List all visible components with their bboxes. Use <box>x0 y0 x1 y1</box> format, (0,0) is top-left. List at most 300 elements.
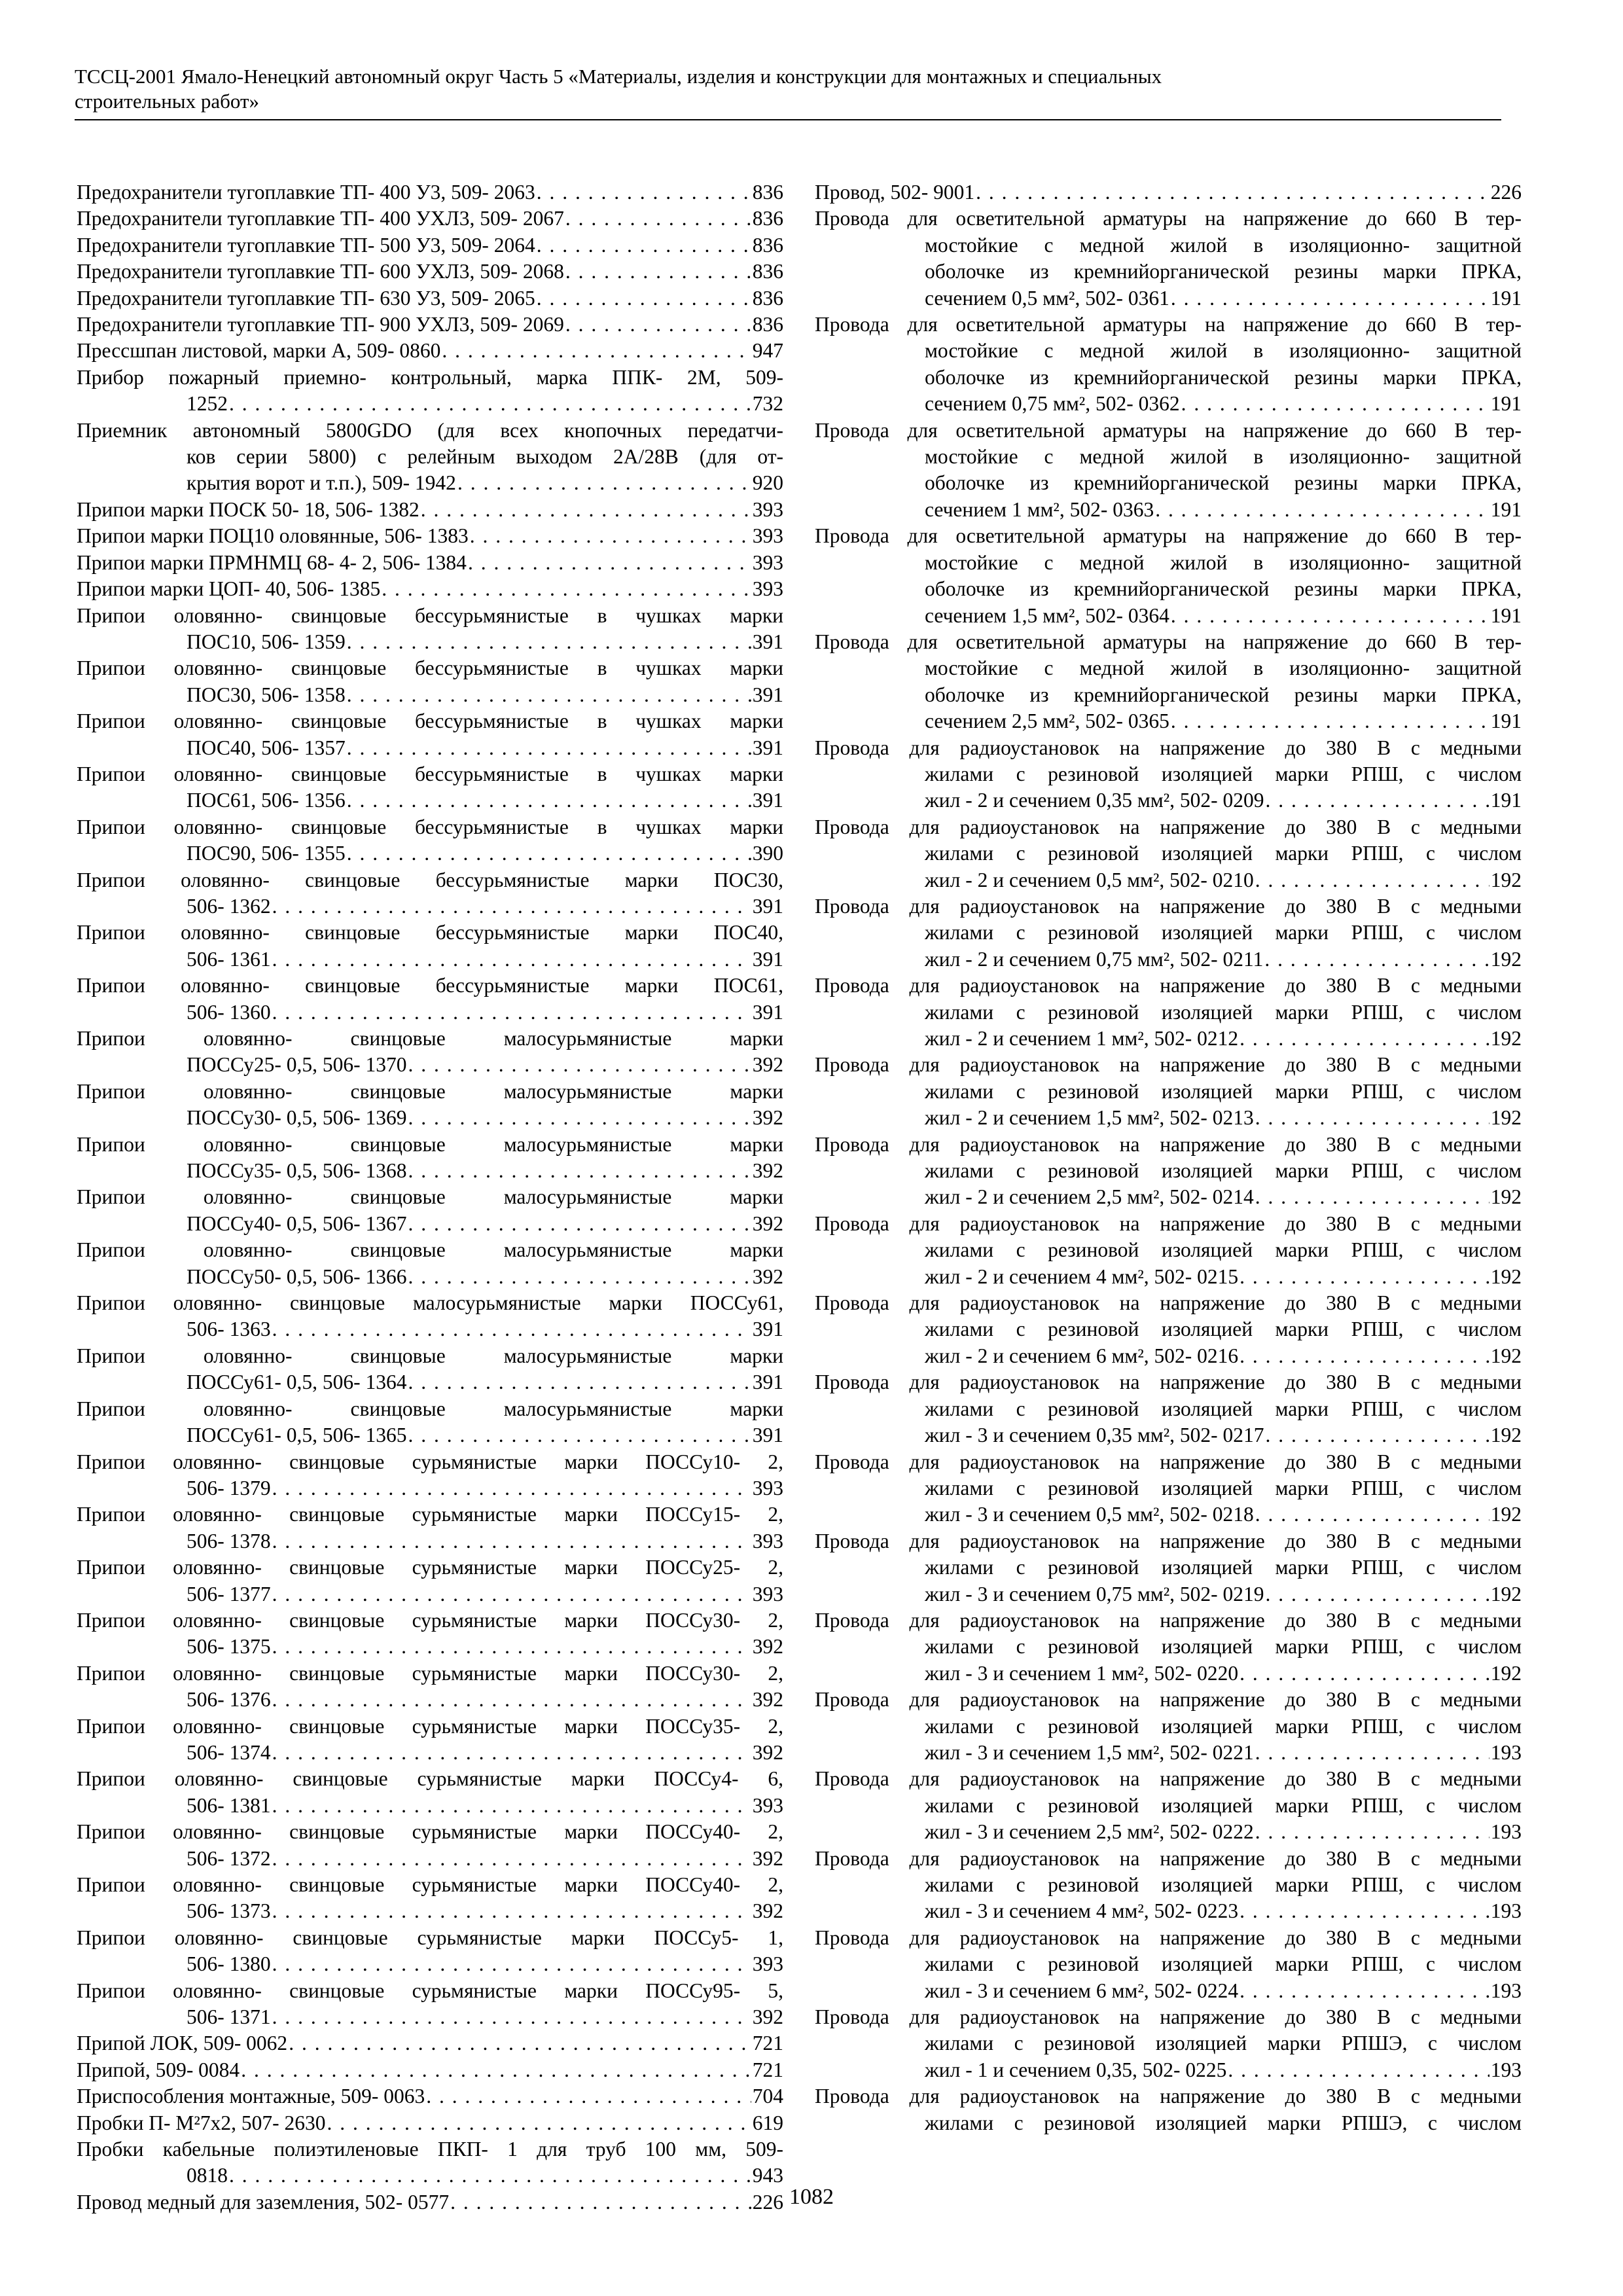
entry-page-ref: 392 <box>752 1211 783 1235</box>
index-entry <box>77 1660 783 1713</box>
entry-title: ПОС90, 506- 1355 <box>187 842 346 865</box>
index-entry <box>815 1846 1522 1925</box>
dot-leader <box>537 232 751 259</box>
entry-text-line: жилами с резиновой изоляцией марки РПШ, с числом <box>925 1397 1522 1420</box>
entry-title: ПОССу61- 0,5, 506- 1364 <box>187 1371 407 1394</box>
entry-leader-line <box>77 470 783 496</box>
entry-page-ref: 192 <box>1490 1027 1522 1050</box>
index-entry <box>77 920 783 973</box>
entry-page-ref: 192 <box>1490 947 1522 971</box>
dot-leader <box>565 259 751 285</box>
dot-leader <box>272 2004 751 2030</box>
entry-text-line: Припои оловянно- свинцовые бессурьмянистые в чушках марки <box>77 815 783 838</box>
entry-title: жил - 1 и сечением 0,35, 502- 0225 <box>925 2058 1227 2081</box>
entry-text-line: Припои оловянно- свинцовые малосурьмянистые марки <box>77 1397 783 1420</box>
dot-leader <box>537 179 751 206</box>
dot-leader <box>421 497 751 523</box>
entry-text-line: Припои оловянно- свинцовые сурьмянистые марки ПОССу10- 2, <box>77 1450 783 1473</box>
entry-leader-line <box>77 232 783 259</box>
entry-leader-line <box>77 682 783 708</box>
entry-text-line: жилами с резиновой изоляцией марки РПШ, с числом <box>925 762 1522 785</box>
dot-leader <box>1264 946 1489 973</box>
entry-text-line: Припои оловянно- свинцовые сурьмянистые марки ПОССу30- 2, <box>77 1661 783 1685</box>
entry-text-line: мостойкие с медной жилой в изоляционно- защитной <box>925 550 1522 574</box>
entry-title: 506- 1362 <box>187 894 271 918</box>
entry-page-ref: 393 <box>752 524 783 548</box>
index-entry <box>77 576 783 602</box>
entry-page-ref: 836 <box>752 313 783 336</box>
index-entry <box>77 1026 783 1079</box>
entry-leader-line <box>815 708 1522 734</box>
entry-page-ref: 836 <box>752 233 783 257</box>
index-entry <box>77 655 783 708</box>
entry-title: крытия ворот и т.п.), 509- 1942 <box>187 471 456 495</box>
dot-leader <box>565 312 751 338</box>
entry-title: Пробки П- М²7х2, 507- 2630 <box>77 2111 326 2134</box>
entry-leader-line <box>815 1422 1522 1448</box>
entry-leader-line <box>815 1343 1522 1369</box>
dot-leader <box>1255 1819 1489 1845</box>
dot-leader <box>382 576 751 602</box>
dot-leader <box>976 179 1489 206</box>
entry-title: сечением 2,5 мм², 502- 0365 <box>925 709 1169 733</box>
entry-page-ref: 721 <box>752 2058 783 2081</box>
header-line-2: строительных работ» <box>75 90 260 113</box>
entry-leader-line <box>77 2057 783 2083</box>
entry-text-line: Припои оловянно- свинцовые сурьмянистые марки ПОССу25- 2, <box>77 1556 783 1579</box>
dot-leader <box>272 1528 751 1554</box>
entry-title: сечением 1 мм², 502- 0363 <box>925 497 1154 521</box>
dot-leader <box>1228 2057 1489 2083</box>
dot-leader <box>272 1475 751 1501</box>
entry-title: 506- 1375 <box>187 1635 271 1659</box>
index-entry <box>77 2136 783 2189</box>
index-entry <box>77 1237 783 1290</box>
entry-leader-line <box>815 1105 1522 1131</box>
entry-title: ПОССу40- 0,5, 506- 1367 <box>187 1211 407 1235</box>
entry-text-line: Припои оловянно- свинцовые сурьмянистые марки ПОССу5- 1, <box>77 1926 783 1949</box>
entry-text-line: Провода для осветительной арматуры на напряжение до 660 В тер- <box>815 207 1522 230</box>
entry-text-line: Провода для радиоустановок на напряжение до 380 В с медными <box>815 1053 1522 1077</box>
entry-text-line: Провода для осветительной арматуры на напряжение до 660 В тер- <box>815 524 1522 548</box>
entry-text-line: жилами с резиновой изоляцией марки РПШ, с числом <box>925 1952 1522 1976</box>
entry-text-line: Припои оловянно- свинцовые малосурьмянистые марки <box>77 1238 783 1262</box>
entry-text-line: Провода для радиоустановок на напряжение до 380 В с медными <box>815 1371 1522 1394</box>
entry-title: жил - 2 и сечением 0,5 мм², 502- 0210 <box>925 868 1254 891</box>
dot-leader <box>347 840 751 867</box>
entry-page-ref: 192 <box>1490 1661 1522 1685</box>
entry-text-line: Припои оловянно- свинцовые бессурьмянистые в чушках марки <box>77 709 783 733</box>
entry-text-line: Припои оловянно- свинцовые бессурьмянистые марки ПОС30, <box>77 868 783 891</box>
entry-leader-line <box>815 787 1522 814</box>
entry-title: жил - 3 и сечением 4 мм², 502- 0223 <box>925 1899 1239 1923</box>
entry-title: Припой ЛОК, 509- 0062 <box>77 2032 288 2055</box>
entry-leader-line <box>77 576 783 602</box>
entry-text-line: Провода для радиоустановок на напряжение до 380 В с медными <box>815 2005 1522 2029</box>
entry-title: ПОССу50- 0,5, 506- 1366 <box>187 1265 407 1288</box>
entry-page-ref: 721 <box>752 2032 783 2055</box>
index-entry <box>77 338 783 364</box>
dot-leader <box>289 2030 751 2056</box>
entry-leader-line <box>77 1105 783 1131</box>
index-entry <box>77 1132 783 1185</box>
index-entry <box>77 259 783 285</box>
entry-text-line: оболочке из кремнийорганической резины марки ПРКА, <box>925 683 1522 706</box>
index-entry <box>77 867 783 920</box>
entry-page-ref: 191 <box>1490 497 1522 521</box>
entry-text-line: Припои оловянно- свинцовые бессурьмянистые в чушках марки <box>77 603 783 627</box>
index-entry <box>815 1052 1522 1131</box>
index-entry <box>77 1396 783 1449</box>
entry-page-ref: 391 <box>752 1318 783 1341</box>
dot-leader <box>327 2110 751 2136</box>
index-entry <box>77 232 783 259</box>
entry-page-ref: 392 <box>752 2005 783 2029</box>
entry-title: Припой, 509- 0084 <box>77 2058 240 2081</box>
entry-title: Предохранители тугоплавкие ТП- 400 У3, 509- 2063 <box>77 181 535 204</box>
entry-text-line: жилами с резиновой изоляцией марки РПШЭ, с числом <box>925 2032 1522 2055</box>
entry-leader-line <box>77 1316 783 1342</box>
entry-page-ref: 192 <box>1490 1265 1522 1288</box>
entry-text-line: Припои оловянно- свинцовые сурьмянистые марки ПОССу15- 2, <box>77 1503 783 1526</box>
entry-page-ref: 391 <box>752 1424 783 1447</box>
header-line-1: ТССЦ-2001 Ямало-Ненецкий автономный округ Часть 5 «Материалы, изделия и конструкции для монтажных и специальных <box>75 65 1162 88</box>
entry-leader-line <box>77 1264 783 1290</box>
entry-leader-line <box>77 497 783 523</box>
entry-leader-line <box>815 1501 1522 1528</box>
index-entry <box>77 1607 783 1660</box>
entry-title: жил - 2 и сечением 0,75 мм², 502- 0211 <box>925 947 1264 971</box>
index-column-right <box>815 179 1522 2136</box>
index-entry <box>77 761 783 814</box>
index-entry <box>815 1132 1522 1211</box>
index-entry <box>815 312 1522 418</box>
index-entry <box>815 1925 1522 2004</box>
entry-leader-line <box>77 2004 783 2030</box>
entry-text-line: Провода для радиоустановок на напряжение до 380 В с медными <box>815 815 1522 838</box>
entry-page-ref: 393 <box>752 577 783 601</box>
index-entry <box>815 1528 1522 1607</box>
entry-text-line: Провода для радиоустановок на напряжение до 380 В с медными <box>815 1211 1522 1235</box>
entry-leader-line <box>77 1634 783 1660</box>
entry-title: жил - 3 и сечением 1 мм², 502- 0220 <box>925 1661 1239 1685</box>
entry-title: ПОССу30- 0,5, 506- 1369 <box>187 1106 407 1130</box>
index-entry <box>77 2189 783 2215</box>
entry-leader-line <box>77 1528 783 1554</box>
entry-leader-line <box>77 999 783 1026</box>
entry-text-line: Припои оловянно- свинцовые сурьмянистые марки ПОССу95- 5, <box>77 1979 783 2002</box>
entry-leader-line <box>815 1819 1522 1845</box>
entry-text-line: Припои оловянно- свинцовые малосурьмянистые марки <box>77 1344 783 1367</box>
index-entry <box>815 523 1522 629</box>
entry-leader-line <box>815 1978 1522 2004</box>
entry-text-line: Припои оловянно- свинцовые малосурьмянистые марки <box>77 1027 783 1050</box>
entry-text-line: Приемник автономный 5800GDO (для всех кнопочных передатчи- <box>77 418 783 442</box>
entry-title: жил - 3 и сечением 0,35 мм², 502- 0217 <box>925 1424 1264 1447</box>
dot-leader <box>468 550 751 576</box>
entry-title: 506- 1374 <box>187 1740 271 1764</box>
entry-leader-line <box>77 391 783 417</box>
dot-leader <box>408 1158 751 1184</box>
index-entry <box>815 418 1522 524</box>
dot-leader <box>1266 787 1489 814</box>
entry-text-line: Припои оловянно- свинцовые сурьмянистые марки ПОССу35- 2, <box>77 1714 783 1738</box>
entry-title: жил - 3 и сечением 0,5 мм², 502- 0218 <box>925 1503 1254 1526</box>
entry-leader-line <box>815 285 1522 312</box>
entry-text-line: жилами с резиновой изоляцией марки РПШ, с числом <box>925 1714 1522 1738</box>
index-entry <box>77 550 783 576</box>
header-rule <box>75 119 1501 120</box>
index-entry <box>815 1290 1522 1369</box>
page-number: 1082 <box>789 2185 834 2209</box>
entry-page-ref: 392 <box>752 1899 783 1923</box>
entry-page-ref: 393 <box>752 1952 783 1976</box>
entry-page-ref: 920 <box>752 471 783 495</box>
index-entry <box>77 708 783 761</box>
entry-text-line: Провода для радиоустановок на напряжение до 380 В с медными <box>815 1846 1522 1870</box>
index-entry <box>815 973 1522 1052</box>
entry-text-line: Провода для осветительной арматуры на напряжение до 660 В тер- <box>815 313 1522 336</box>
dot-leader <box>272 1687 751 1713</box>
dot-leader <box>470 523 751 549</box>
dot-leader <box>565 206 751 232</box>
dot-leader <box>1240 1026 1489 1052</box>
index-entry <box>815 1369 1522 1448</box>
entry-text-line: Припои оловянно- свинцовые бессурьмянистые марки ПОС40, <box>77 921 783 944</box>
entry-leader-line <box>77 550 783 576</box>
index-entry <box>815 1607 1522 1687</box>
entry-leader-line <box>77 1740 783 1766</box>
entry-text-line: оболочке из кремнийорганической резины марки ПРКА, <box>925 260 1522 283</box>
entry-page-ref: 836 <box>752 181 783 204</box>
entry-text-line: ков серии 5800) с релейным выходом 2А/28В (для от- <box>187 445 783 469</box>
dot-leader <box>1240 1898 1489 1924</box>
index-entry <box>77 1766 783 1819</box>
index-entry <box>815 1687 1522 1766</box>
entry-page-ref: 192 <box>1490 1106 1522 1130</box>
index-entry <box>815 1449 1522 1528</box>
entry-text-line: жилами с резиновой изоляцией марки РПШ, с числом <box>925 1159 1522 1183</box>
entry-title: жил - 2 и сечением 1 мм², 502- 0212 <box>925 1027 1239 1050</box>
entry-leader-line <box>77 338 783 364</box>
index-entry <box>815 735 1522 814</box>
entry-title: жил - 2 и сечением 0,35 мм², 502- 0209 <box>925 789 1264 812</box>
entry-title: 506- 1379 <box>187 1476 271 1499</box>
entry-leader-line <box>77 1369 783 1395</box>
entry-page-ref: 392 <box>752 1846 783 1870</box>
entry-text-line: жилами с резиновой изоляцией марки РПШ, с числом <box>925 921 1522 944</box>
entry-text-line: Припои оловянно- свинцовые малосурьмянистые марки <box>77 1132 783 1156</box>
entry-text-line: Пробки кабельные полиэтиленовые ПКП- 1 для труб 100 мм, 509- <box>77 2138 783 2161</box>
entry-page-ref: 226 <box>752 2190 783 2214</box>
entry-leader-line <box>77 206 783 232</box>
entry-text-line: мостойкие с медной жилой в изоляционно- защитной <box>925 339 1522 363</box>
entry-text-line: Припои оловянно- свинцовые бессурьмянистые в чушках марки <box>77 762 783 785</box>
dot-leader <box>408 1105 751 1131</box>
index-entry <box>77 1079 783 1132</box>
entry-title: Прессшпан листовой, марки А, 509- 0860 <box>77 339 441 363</box>
entry-text-line: Припои оловянно- свинцовые сурьмянистые марки ПОССу4- 6, <box>77 1767 783 1791</box>
index-entry <box>77 1184 783 1237</box>
entry-text-line: жилами с резиновой изоляцией марки РПШ, с числом <box>925 1476 1522 1499</box>
dot-leader <box>1255 867 1489 893</box>
entry-title: жил - 2 и сечением 2,5 мм², 502- 0214 <box>925 1185 1254 1209</box>
entry-page-ref: 192 <box>1490 1344 1522 1367</box>
entry-leader-line <box>77 840 783 867</box>
entry-page-ref: 836 <box>752 286 783 310</box>
entry-page-ref: 732 <box>752 392 783 416</box>
entry-leader-line <box>77 1898 783 1924</box>
entry-title: сечением 1,5 мм², 502- 0364 <box>925 603 1169 627</box>
dot-leader <box>442 338 751 364</box>
entry-title: Предохранители тугоплавкие ТП- 600 УХЛ3, 509- 2068 <box>77 260 564 283</box>
dot-leader <box>272 893 751 920</box>
entry-leader-line <box>77 259 783 285</box>
entry-text-line: оболочке из кремнийорганической резины марки ПРКА, <box>925 365 1522 389</box>
entry-title: Приспособления монтажные, 509- 0063 <box>77 2085 425 2108</box>
entry-leader-line <box>77 735 783 761</box>
entry-text-line: Провода для радиоустановок на напряжение до 380 В с медными <box>815 1450 1522 1473</box>
entry-title: 506- 1380 <box>187 1952 271 1976</box>
dot-leader <box>1155 497 1489 523</box>
entry-leader-line <box>815 179 1522 206</box>
index-column-left <box>77 179 783 2215</box>
entry-text-line: мостойкие с медной жилой в изоляционно- защитной <box>925 445 1522 469</box>
dot-leader <box>272 999 751 1026</box>
dot-leader <box>1255 1740 1489 1766</box>
entry-page-ref: 391 <box>752 789 783 812</box>
dot-leader <box>1240 1978 1489 2004</box>
entry-leader-line <box>77 1793 783 1819</box>
entry-leader-line <box>815 603 1522 629</box>
dot-leader <box>1255 1501 1489 1528</box>
dot-leader <box>272 1846 751 1872</box>
entry-title: 506- 1361 <box>187 947 271 971</box>
entry-title: ПОС40, 506- 1357 <box>187 736 346 759</box>
entry-leader-line <box>77 285 783 312</box>
entry-title: 506- 1372 <box>187 1846 271 1870</box>
index-entry <box>77 523 783 549</box>
entry-title: 506- 1381 <box>187 1793 271 1817</box>
index-entry <box>77 814 783 867</box>
dot-leader <box>450 2189 751 2215</box>
dot-leader <box>1171 603 1489 629</box>
entry-text-line: Припои оловянно- свинцовые малосурьмянистые марки <box>77 1185 783 1209</box>
entry-leader-line <box>815 2057 1522 2083</box>
entry-text-line: Припои оловянно- свинцовые бессурьмянистые марки ПОС61, <box>77 974 783 997</box>
entry-page-ref: 192 <box>1490 1185 1522 1209</box>
index-entry <box>77 497 783 523</box>
entry-title: сечением 0,5 мм², 502- 0361 <box>925 286 1169 310</box>
index-entry <box>77 365 783 418</box>
entry-title: Припои марки ПРМНМЦ 68- 4- 2, 506- 1384 <box>77 550 467 574</box>
dot-leader <box>229 2162 751 2189</box>
entry-page-ref: 391 <box>752 736 783 759</box>
index-entry <box>77 312 783 338</box>
entry-text-line: жилами с резиновой изоляцией марки РПШ, с числом <box>925 1873 1522 1896</box>
entry-page-ref: 193 <box>1490 1979 1522 2002</box>
index-entry <box>815 629 1522 735</box>
index-entry <box>77 1872 783 1925</box>
entry-title: Припои марки ЦОП- 40, 506- 1385 <box>77 577 381 601</box>
entry-page-ref: 392 <box>752 1688 783 1712</box>
index-entry <box>815 206 1522 312</box>
entry-page-ref: 192 <box>1490 868 1522 891</box>
index-entry <box>77 1819 783 1872</box>
entry-title: Предохранители тугоплавкие ТП- 500 У3, 509- 2064 <box>77 233 535 257</box>
index-entry <box>77 1501 783 1554</box>
entry-title: ПОССу35- 0,5, 506- 1368 <box>187 1159 407 1183</box>
index-entry <box>815 814 1522 893</box>
dot-leader <box>1240 1343 1489 1369</box>
entry-text-line: жилами с резиновой изоляцией марки РПШ, с числом <box>925 1079 1522 1103</box>
entry-leader-line <box>77 2030 783 2056</box>
entry-title: 506- 1363 <box>187 1318 271 1341</box>
entry-page-ref: 191 <box>1490 603 1522 627</box>
entry-leader-line <box>77 2110 783 2136</box>
entry-text-line: Провода для радиоустановок на напряжение до 380 В с медными <box>815 2085 1522 2108</box>
entry-leader-line <box>77 2189 783 2215</box>
entry-page-ref: 391 <box>752 683 783 706</box>
entry-text-line: жилами с резиновой изоляцией марки РПШ, с числом <box>925 1318 1522 1341</box>
index-entry <box>815 179 1522 206</box>
index-entry <box>77 2110 783 2136</box>
index-entry <box>77 973 783 1026</box>
entry-text-line: жилами с резиновой изоляцией марки РПШ, с числом <box>925 1793 1522 1817</box>
dot-leader <box>1255 1105 1489 1131</box>
entry-page-ref: 393 <box>752 1529 783 1552</box>
entry-page-ref: 836 <box>752 260 783 283</box>
entry-page-ref: 391 <box>752 894 783 918</box>
entry-text-line: Провода для радиоустановок на напряжение до 380 В с медными <box>815 894 1522 918</box>
entry-text-line: жилами с резиновой изоляцией марки РПШ, с числом <box>925 1238 1522 1262</box>
entry-page-ref: 193 <box>1490 1899 1522 1923</box>
entry-page-ref: 391 <box>752 1000 783 1024</box>
index-entry <box>77 1343 783 1396</box>
entry-text-line: Провода для радиоустановок на напряжение до 380 В с медными <box>815 1767 1522 1791</box>
entry-text-line: Провода для радиоустановок на напряжение до 380 В с медными <box>815 736 1522 759</box>
entry-leader-line <box>77 1951 783 1977</box>
entry-page-ref: 393 <box>752 1582 783 1605</box>
entry-leader-line <box>815 867 1522 893</box>
entry-page-ref: 393 <box>752 550 783 574</box>
dot-leader <box>457 470 751 496</box>
entry-text-line: Провода для радиоустановок на напряжение до 380 В с медными <box>815 1608 1522 1632</box>
entry-leader-line <box>815 1184 1522 1210</box>
dot-leader <box>1255 1184 1489 1210</box>
entry-title: ПОССу25- 0,5, 506- 1370 <box>187 1053 407 1077</box>
dot-leader <box>408 1052 751 1078</box>
entry-text-line: Провода для осветительной арматуры на напряжение до 660 В тер- <box>815 418 1522 442</box>
entry-page-ref: 704 <box>752 2085 783 2108</box>
entry-page-ref: 192 <box>1490 1424 1522 1447</box>
dot-leader <box>1171 708 1489 734</box>
entry-title: ПОС61, 506- 1356 <box>187 789 346 812</box>
entry-title: 506- 1376 <box>187 1688 271 1712</box>
entry-text-line: оболочке из кремнийорганической резины марки ПРКА, <box>925 577 1522 601</box>
dot-leader <box>347 629 751 655</box>
entry-page-ref: 392 <box>752 1053 783 1077</box>
entry-page-ref: 191 <box>1490 286 1522 310</box>
entry-title: 506- 1371 <box>187 2005 271 2029</box>
dot-leader <box>347 787 751 814</box>
entry-title: Предохранители тугоплавкие ТП- 400 УХЛ3, 509- 2067 <box>77 207 564 230</box>
index-entry <box>77 1554 783 1607</box>
entry-leader-line <box>77 1581 783 1607</box>
entry-text-line: жилами с резиновой изоляцией марки РПШ, с числом <box>925 1000 1522 1024</box>
entry-text-line: Провода для радиоустановок на напряжение до 380 В с медными <box>815 1688 1522 1712</box>
entry-leader-line <box>815 1898 1522 1924</box>
